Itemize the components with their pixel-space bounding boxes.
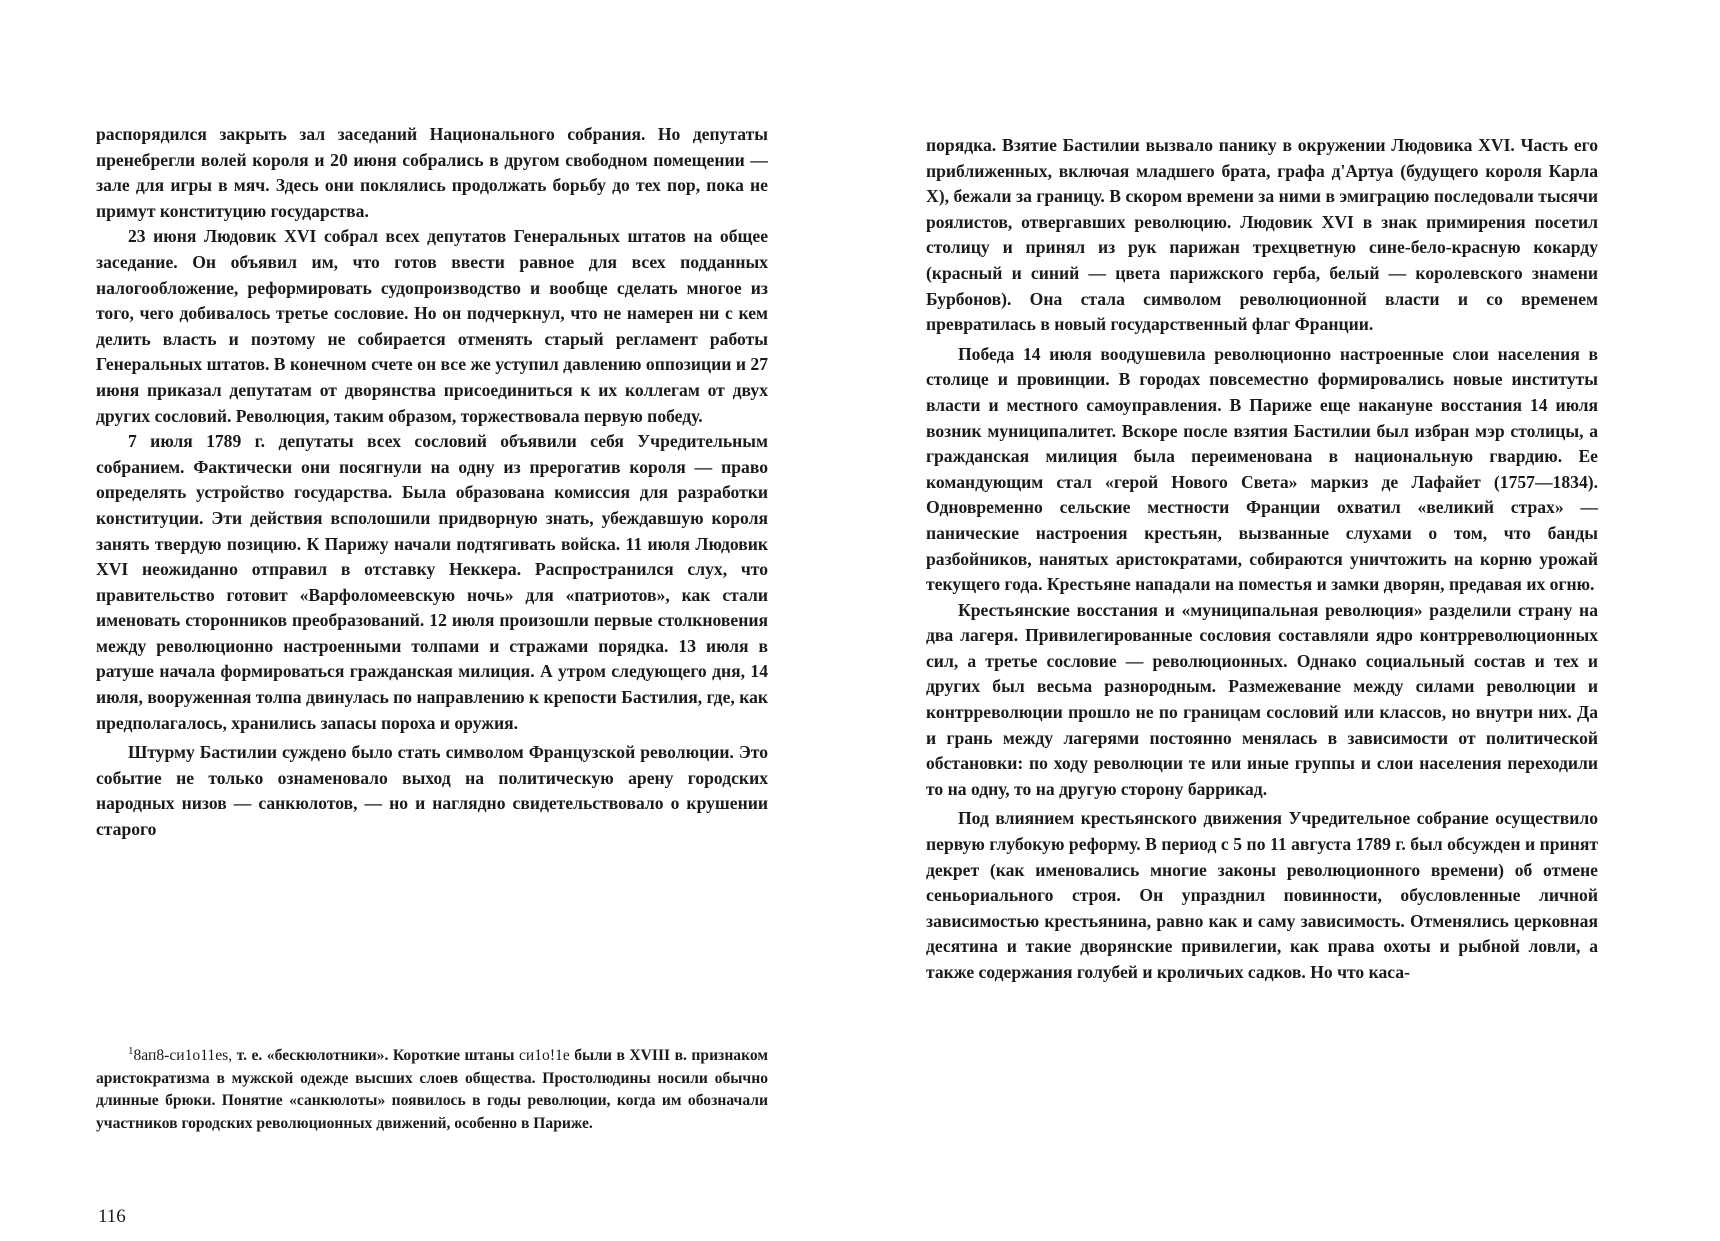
left-paragraph-3: 7 июля 1789 г. депутаты всех сословий объявили себя Учредительным собранием. Фактически они посягнули на одну из прерогатив короля — право определять устройство государства. Была образована комиссия для разработки конституции. Эти действия всполошили придворную знать, убеждавшую короля занять твердую позицию. К Парижу начали подтягивать войска. 11 июля Людовик XVI неожиданно отправил в отставку Неккера. Распространился слух, что правительство готовит «Варфоломеевскую ночь» для «патриотов», как стали именовать сторонников преобразований. 12 июля произошли первые столкновения между революционно настроенными толпами и стражами порядка. 13 июля в ратуше начала формироваться гражданская милиция. А утром следующего дня, 14 июля, вооруженная толпа двинулась по направлению к крепости Бастилия, где, как предполагалось, хранились запасы пороха и оружия. — [96, 431, 768, 733]
page-number: 116 — [98, 1206, 126, 1227]
footnote-text — [96, 1040, 768, 1135]
footnote-source-term: 8ап8-си1о11еs, — [133, 1047, 233, 1065]
right-paragraph-2: Победа 14 июля воодушевила революционно настроенные слои населения в столице и провинции. В городах повсеместно формировались новые институты власти и местного самоуправления. В Париже еще накануне восстания 14 июля возник муниципалитет. Вскоре после взятия Бастилии был избран мэр столицы, а гражданская милиция была переименована в национальную гвардию. Ее командующим стал «герой Нового Света» маркиз де Лафайет (1757—1834). Одновременно сельские местности Франции охватил «великий страх» — панические настроения крестьян, вызванные слухами о том, что банды разбойников, нанятых аристократами, собираются уничтожить на корню урожай текущего года. Крестьяне нападали на поместья и замки дворян, предавая их огню. — [926, 343, 1598, 595]
footnote-text-part-1: т. е. «бескюлотники». Короткие штаны — [232, 1047, 519, 1065]
right-paragraph-4: Под влиянием крестьянского движения Учредительное собрание осуществило первую глубокую реформу. В период с 5 по 11 августа 1789 г. был обсужден и принят декрет (как именовались многие законы революционного времени) об отмене сеньориального строя. Он упразднил повинности, обусловленные личной зависимостью крестьянина, равно как и саму зависимость. Отменялись церковная десятина и такие дворянские привилегии, как права охоты и рыбной ловли, а также содержания голубей и кроличьих садков. Но что каса- — [926, 808, 1598, 982]
left-page — [96, 122, 768, 843]
right-paragraph-3: Крестьянские восстания и «муниципальная революция» разделили страну на два лагеря. Привилегированные сословия составляли ядро контрреволюционных сил, а третье сословие — революционных. Однако социальный состав и тех и других был весьма разнородным. Размежевание между силами революции и контрреволюции прошло не по границам сословий или классов, но внутри них. Да и грань между лагерями постоянно менялась в зависимости от политической обстановки: по ходу революции те или иные группы и слои населения переходили то на одну, то на другую сторону баррикад. — [926, 599, 1598, 799]
footnote — [96, 1040, 768, 1135]
footnote-text-part-2: были в XVIII в. признаком аристократизма в мужской одежде высших слоев общества. Простолюдины носили обычно длинные брюки. Понятие «санкюлоты» появилось в годы революции, когда им обозначали участников городских революционных движений, особенно в Париже. — [96, 1047, 768, 1132]
footnote-mark: 1 — [128, 1045, 134, 1057]
right-paragraph-1: порядка. Взятие Бастилии вызвало панику в окружении Людовика XVI. Часть его приближенных, включая младшего брата, графа д'Артуа (будущего короля Карла X), бежали за границу. В скором времени за ними в эмиграцию последовали тысячи роялистов, отвергавших революцию. Людовик XVI в знак примирения посетил столицу и принял из рук парижан трехцветную сине-бело-красную кокарду (красный и синий — цвета парижского герба, белый — королевского знамени Бурбонов). Она стала символом революционной власти и со временем превратилась в новый государственный флаг Франции. — [926, 135, 1598, 335]
right-page — [926, 133, 1598, 986]
footnote-source-term-2: си1о!1е — [518, 1047, 570, 1065]
left-paragraph-1: распорядился закрыть зал заседаний Национального собрания. Но депутаты пренебрегли волей короля и 20 июня собрались в другом свободном помещении — зале для игры в мяч. Здесь они поклялись продолжать борьбу до тех пор, пока не примут конституцию государства. — [96, 124, 768, 221]
left-paragraph-2: 23 июня Людовик XVI собрал всех депутатов Генеральных штатов на общее заседание. Он объявил им, что готов ввести равное для всех подданных налогообложение, реформировать судопроизводство и вообще сделать многое из того, чего добивалось третье сословие. Но он подчеркнул, что не намерен ни с кем делить власть и поэтому не собирается отменять старый регламент работы Генеральных штатов. В конечном счете он все же уступил давлению оппозиции и 27 июня приказал депутатам от дворянства присоединиться к их коллегам от двух других сословий. Революция, таким образом, торжествовала первую победу. — [96, 226, 768, 426]
left-paragraph-4: Штурму Бастилии суждено было стать символом Французской революции. Это событие не только ознаменовало выход на политическую арену городских народных низов — санкюлотов, — но и наглядно свидетельствовало о крушении старого — [96, 742, 768, 840]
